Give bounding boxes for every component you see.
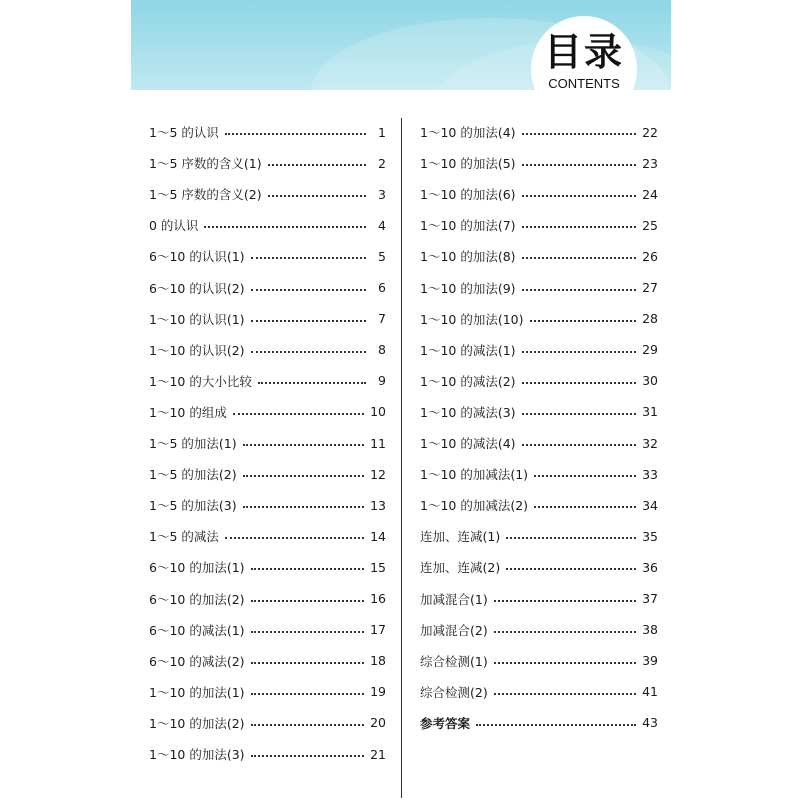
dot-leader — [494, 631, 636, 633]
dot-leader — [494, 600, 636, 602]
toc-entry[interactable] — [414, 462, 658, 486]
toc-entry-title: 1～10 的加法(6) — [420, 187, 516, 203]
toc-entry-page: 29 — [642, 342, 658, 358]
column-divider — [401, 118, 402, 798]
toc-entry[interactable] — [414, 307, 658, 331]
toc-entry-title: 1～10 的加法(4) — [420, 125, 516, 140]
toc-entry[interactable] — [143, 213, 386, 237]
dot-leader — [251, 351, 366, 353]
dot-leader — [251, 724, 365, 726]
toc-entry-page: 20 — [370, 715, 386, 731]
toc-entry-title: 1～10 的加减法(2) — [420, 498, 529, 514]
toc-entry-title: 6～10 的减法(1) — [149, 622, 245, 638]
dot-leader — [522, 444, 637, 446]
dot-leader — [204, 226, 366, 228]
toc-entry-title: 1～10 的认识(2) — [149, 342, 245, 358]
toc-entry[interactable] — [414, 587, 658, 611]
toc-entry[interactable] — [143, 182, 386, 206]
dot-leader — [243, 506, 365, 508]
toc-entry-page: 2 — [378, 155, 386, 171]
toc-entry-page: 22 — [642, 124, 658, 140]
toc-entry[interactable] — [143, 431, 386, 455]
toc-entry-title: 1～10 的加法(3) — [149, 747, 245, 762]
toc-entry-title: 6～10 的认识(2) — [149, 280, 245, 296]
toc-entry-page: 6 — [378, 280, 386, 295]
toc-entry-title: 1～10 的加法(2) — [149, 715, 245, 731]
toc-entry-title: 6～10 的减法(2) — [149, 653, 245, 669]
dot-leader — [225, 537, 364, 539]
toc-entry-page: 27 — [642, 280, 658, 295]
dot-leader — [522, 351, 637, 353]
toc-entry-page: 31 — [642, 404, 658, 420]
toc-entry-page: 13 — [370, 497, 386, 513]
dot-leader — [494, 693, 636, 695]
dot-leader — [251, 755, 365, 757]
toc-entry[interactable] — [414, 151, 658, 175]
toc-entry-page: 15 — [370, 559, 386, 575]
toc-entry[interactable] — [143, 742, 386, 766]
toc-entry[interactable] — [414, 524, 658, 548]
dot-leader — [251, 320, 366, 322]
toc-entry[interactable] — [414, 711, 658, 735]
toc-entry-title: 1～10 的加法(8) — [420, 249, 516, 265]
dot-leader — [251, 289, 366, 291]
dot-leader — [251, 257, 366, 259]
dot-leader — [522, 226, 637, 228]
page-subtitle: CONTENTS — [548, 76, 620, 90]
toc-entry-title: 1～10 的减法(3) — [420, 404, 516, 420]
toc-entry-title: 6～10 的认识(1) — [149, 249, 245, 265]
toc-entry-page: 3 — [378, 186, 386, 202]
dot-leader — [534, 506, 636, 508]
dot-leader — [522, 289, 637, 291]
toc-entry-page: 35 — [642, 528, 658, 544]
toc-entry[interactable] — [143, 307, 386, 331]
toc-entry[interactable] — [414, 431, 658, 455]
toc-entry-title: 1～5 的认识 — [149, 125, 219, 140]
toc-entry[interactable] — [143, 618, 386, 642]
toc-entry-title: 0 的认识 — [149, 218, 199, 234]
toc-entry-page: 43 — [642, 715, 658, 731]
toc-entry-page: 28 — [642, 311, 658, 327]
toc-entry-page: 24 — [642, 186, 658, 202]
toc-entry-title: 加减混合(2) — [420, 622, 488, 638]
dot-leader — [534, 475, 636, 477]
dot-leader — [506, 568, 636, 570]
toc-entry-page: 9 — [378, 373, 386, 389]
toc-entry[interactable] — [414, 493, 658, 517]
toc-entry-title: 1～10 的加法(9) — [420, 280, 516, 296]
toc-entry[interactable] — [143, 524, 386, 548]
toc-entry-title: 1～5 的加法(3) — [149, 498, 237, 514]
toc-entry[interactable] — [143, 462, 386, 486]
dot-leader — [522, 382, 637, 384]
toc-entry[interactable] — [143, 276, 386, 300]
toc-entry[interactable] — [143, 711, 386, 735]
toc-entry[interactable] — [414, 213, 658, 237]
toc-entry[interactable] — [143, 587, 386, 611]
toc-entry-title: 1～5 的加法(1) — [149, 436, 237, 451]
toc-entry-title: 加减混合(1) — [420, 591, 488, 607]
toc-entry-page: 41 — [642, 684, 658, 700]
toc-entry[interactable] — [414, 276, 658, 300]
toc-entry-page: 14 — [370, 528, 386, 544]
toc-entry-page: 7 — [378, 311, 386, 327]
toc-entry-title: 1～5 序数的含义(1) — [149, 156, 262, 172]
toc-entry-page: 38 — [642, 622, 658, 638]
toc-entry[interactable] — [143, 338, 386, 362]
toc-entry-title: 1～10 的减法(4) — [420, 436, 516, 451]
toc-entry-page: 30 — [642, 373, 658, 389]
toc-entry[interactable] — [143, 680, 386, 704]
dot-leader — [476, 724, 636, 726]
toc-entry[interactable] — [143, 244, 386, 268]
toc-entry-title: 1～10 的认识(1) — [149, 311, 245, 327]
dot-leader — [251, 662, 365, 664]
dot-leader — [243, 444, 365, 446]
toc-entry-title: 1～5 的加法(2) — [149, 467, 237, 483]
dot-leader — [506, 537, 636, 539]
toc-entry[interactable] — [414, 555, 658, 579]
toc-entry-title: 1～5 的减法 — [149, 529, 219, 545]
toc-entry-page: 12 — [370, 466, 386, 482]
toc-entry-page: 4 — [378, 217, 386, 233]
toc-entry-title: 综合检测(2) — [420, 684, 488, 700]
dot-leader — [225, 133, 366, 135]
toc-entry-page: 11 — [370, 435, 386, 451]
toc-entry-title: 参考答案 — [420, 715, 471, 731]
dot-leader — [494, 662, 636, 664]
toc-entry-page: 23 — [642, 155, 658, 171]
toc-entry-page: 39 — [642, 653, 658, 669]
toc-entry-page: 33 — [642, 466, 658, 482]
dot-leader — [522, 164, 637, 166]
dot-leader — [522, 195, 637, 197]
toc-entry[interactable] — [414, 182, 658, 206]
toc-entry[interactable] — [414, 338, 658, 362]
header-banner — [131, 0, 671, 90]
toc-entry-title: 1～10 的减法(1) — [420, 342, 516, 358]
toc-entry-title: 1～10 的减法(2) — [420, 373, 516, 389]
toc-entry[interactable] — [414, 649, 658, 673]
toc-entry[interactable] — [143, 555, 386, 579]
toc-entry-page: 34 — [642, 497, 658, 513]
toc-entry-page: 18 — [370, 653, 386, 669]
toc-entry-title: 6～10 的加法(2) — [149, 591, 245, 607]
dot-leader — [243, 475, 365, 477]
toc-entry-title: 连加、连减(2) — [420, 560, 501, 576]
toc-entry-page: 36 — [642, 559, 658, 575]
toc-entry-page: 10 — [370, 404, 386, 420]
toc-entry-title: 1～10 的加法(1) — [149, 684, 245, 700]
dot-leader — [268, 164, 366, 166]
toc-entry-title: 综合检测(1) — [420, 653, 488, 669]
toc-entry-title: 1～10 的组成 — [149, 404, 227, 420]
dot-leader — [251, 631, 365, 633]
toc-entry[interactable] — [143, 369, 386, 393]
toc-entry[interactable] — [414, 400, 658, 424]
toc-entry-page: 37 — [642, 591, 658, 606]
toc-entry-page: 16 — [370, 591, 386, 606]
toc-entry-title: 1～5 序数的含义(2) — [149, 187, 262, 203]
toc-entry-title: 6～10 的加法(1) — [149, 560, 245, 576]
dot-leader — [233, 413, 364, 415]
toc-entry-page: 1 — [378, 124, 386, 140]
dot-leader — [251, 568, 365, 570]
toc-entry-page: 19 — [370, 684, 386, 700]
toc-entry-title: 1～10 的加法(7) — [420, 218, 516, 234]
dot-leader — [522, 133, 637, 135]
toc-entry[interactable] — [143, 151, 386, 175]
toc-entry-page: 8 — [378, 342, 386, 358]
toc-entry[interactable] — [414, 618, 658, 642]
toc-entry[interactable] — [143, 400, 386, 424]
toc-entry[interactable] — [143, 120, 386, 144]
toc-entry[interactable] — [143, 649, 386, 673]
dot-leader — [251, 600, 365, 602]
toc-entry-page: 26 — [642, 248, 658, 264]
toc-entry-title: 1～10 的加减法(1) — [420, 467, 529, 483]
toc-entry[interactable] — [414, 680, 658, 704]
toc-entry-title: 1～10 的加法(10) — [420, 311, 524, 327]
dot-leader — [522, 413, 637, 415]
dot-leader — [522, 257, 637, 259]
toc-entry-page: 32 — [642, 435, 658, 451]
dot-leader — [268, 195, 366, 197]
toc-entry-page: 5 — [378, 248, 386, 264]
toc-entry-page: 25 — [642, 217, 658, 233]
toc-entry-title: 1～10 的大小比较 — [149, 373, 252, 389]
dot-leader — [258, 382, 366, 384]
toc-entry-page: 17 — [370, 622, 386, 638]
toc-entry-title: 连加、连减(1) — [420, 529, 501, 545]
toc-entry[interactable] — [414, 369, 658, 393]
toc-entry-page: 21 — [370, 746, 386, 762]
toc-entry[interactable] — [143, 493, 386, 517]
toc-entry-title: 1～10 的加法(5) — [420, 156, 516, 172]
toc-entry[interactable] — [414, 120, 658, 144]
dot-leader — [530, 320, 637, 322]
page-title: 目录 — [543, 30, 624, 74]
toc-entry[interactable] — [414, 244, 658, 268]
dot-leader — [251, 693, 365, 695]
